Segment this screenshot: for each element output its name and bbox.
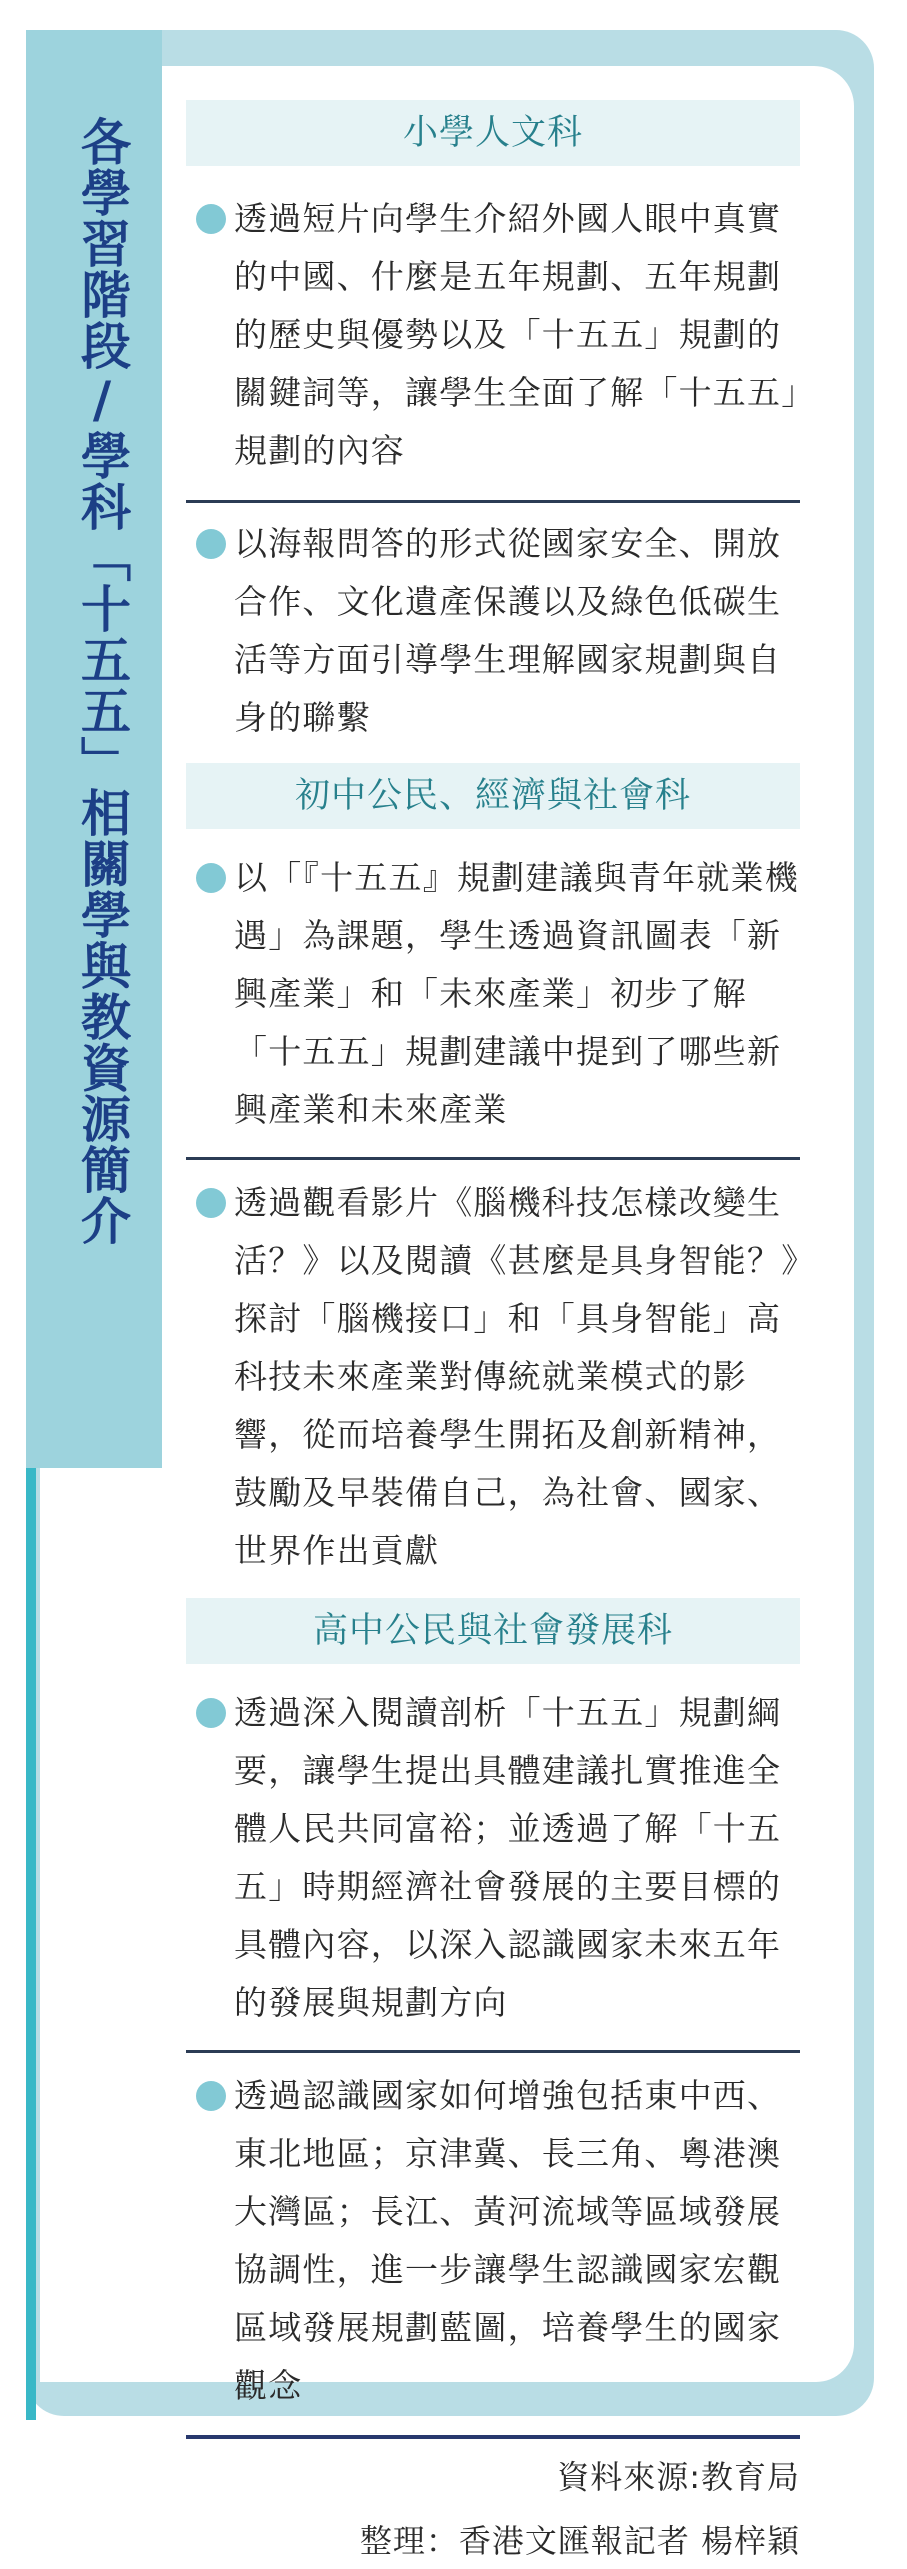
list-item	[186, 515, 800, 747]
list-item	[186, 1684, 800, 2032]
bullet-dot-icon	[196, 204, 226, 234]
side-title: 各學習階段/學科「十五五」相關學與教資源簡介	[73, 116, 131, 1246]
item-text: 以海報問答的形式從國家安全、開放合作、文化遺產保護以及綠色低碳生活等方面引導學生理解國家規劃與自身的聯繫	[234, 524, 782, 737]
source-line: 資料來源:教育局	[557, 2458, 800, 2496]
bullet-dot-icon	[196, 1698, 226, 1728]
bullet-dot-icon	[196, 2081, 226, 2111]
bullet-dot-icon	[196, 529, 226, 559]
section-heading-primary-humanities: 小學人文科	[186, 100, 800, 166]
item-text: 透過深入閱讀剖析「十五五」規劃綱要，讓學生提出具體建議扎實推進全體人民共同富裕；並透過了解「十五五」時期經濟社會發展的主要目標的具體內容，以深入認識國家未來五年的發展與規劃方向	[234, 1693, 782, 2022]
list-item	[186, 849, 800, 1139]
bullet-dot-icon	[196, 1188, 226, 1218]
item-text: 透過短片向學生介紹外國人眼中真實的中國、什麼是五年規劃、五年規劃的歷史與優勢以及「十五五」規劃的關鍵詞等，讓學生全面了解「十五五」規劃的內容	[234, 199, 799, 470]
section-heading-junior-citizenship: 初中公民、經濟與社會科	[186, 763, 800, 829]
list-item	[186, 2067, 800, 2415]
credit-line: 整理：香港文匯報記者 楊梓穎	[359, 2522, 800, 2560]
list-item	[186, 1174, 800, 1580]
item-text: 透過觀看影片《腦機科技怎樣改變生活？》以及閱讀《甚麼是具身智能？》探討「腦機接口」和「具身智能」高科技未來產業對傳統就業模式的影響，從而培養學生開拓及創新精神，鼓勵及早裝備自己，為社會、國家、世界作出貢獻	[234, 1183, 799, 1570]
side-title-box	[26, 30, 162, 1468]
item-text: 透過認識國家如何增強包括東中西、東北地區；京津冀、長三角、粵港澳大灣區；長江、黃河流域等區域發展協調性，進一步讓學生認識國家宏觀區域發展規劃藍圖，培養學生的國家觀念	[234, 2076, 782, 2405]
list-item	[186, 190, 800, 480]
item-text: 以「『十五五』規劃建議與青年就業機遇」為課題，學生透過資訊圖表「新興產業」和「未來產業」初步了解「十五五」規劃建議中提到了哪些新興產業和未來產業	[234, 858, 799, 1129]
content-column	[186, 100, 800, 2569]
section-heading-senior-citizenship: 高中公民與社會發展科	[186, 1598, 800, 1664]
bullet-dot-icon	[196, 863, 226, 893]
